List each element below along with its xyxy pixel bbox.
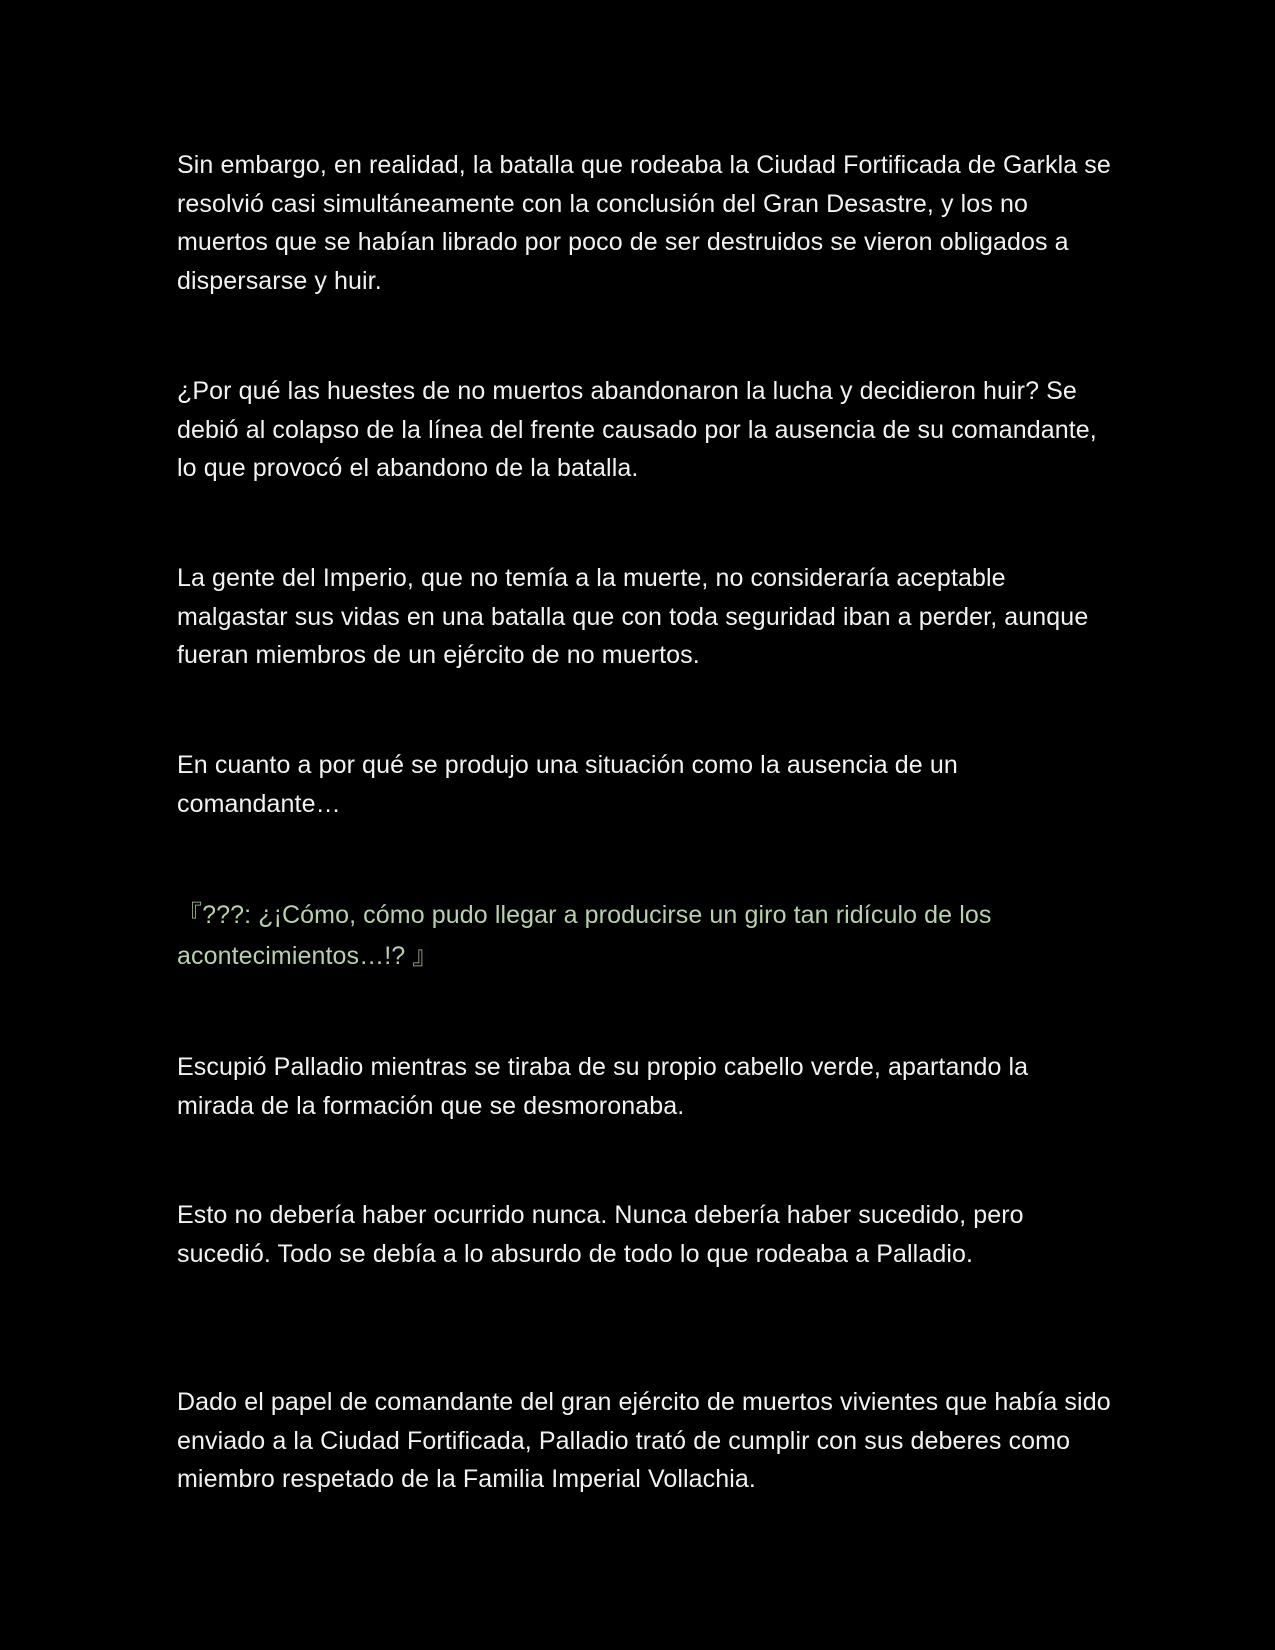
paragraph-dialogue: 『???: ¿¡Cómo, cómo pudo llegar a producirse un giro tan ridículo de los acontecimientos…!? 』 [177,901,992,970]
paragraph-narration: Dado el papel de comandante del gran ejército de muertos vivientes que había sido enviado a la Ciudad Fortificada, Palladio trató de cumplir con sus deberes como miembro respetado de la Familia Imperial Vollachia. [177,1388,1111,1493]
paragraph-narration: Sin embargo, en realidad, la batalla que rodeaba la Ciudad Fortificada de Garkla se resolvió casi simultáneamente con la conclusión del Gran Desastre, y los no muertos que se habían librado por poco de ser destruidos se vieron obligados a dispersarse y huir. [177,151,1111,295]
paragraph-narration: Esto no debería haber ocurrido nunca. Nunca debería haber sucedido, pero sucedió. Todo se debía a lo absurdo de todo lo que rodeaba a Palladio. [177,1201,1024,1268]
paragraph-narration: En cuanto a por qué se produjo una situación como la ausencia de un comandante… [177,751,958,818]
paragraph-narration: ¿Por qué las huestes de no muertos abandonaron la lucha y decidieron huir? Se debió al colapso de la línea del frente causado por la ausencia de su comandante, lo que provocó el abandono de la batalla. [177,377,1097,482]
paragraph-narration: La gente del Imperio, que no temía a la muerte, no consideraría aceptable malgastar sus vidas en una batalla que con toda seguridad iban a perder, aunque fueran miembros de un ejército de no muertos. [177,564,1089,669]
paragraph-narration: Escupió Palladio mientras se tiraba de su propio cabello verde, apartando la mirada de la formación que se desmoronaba. [177,1053,1029,1120]
